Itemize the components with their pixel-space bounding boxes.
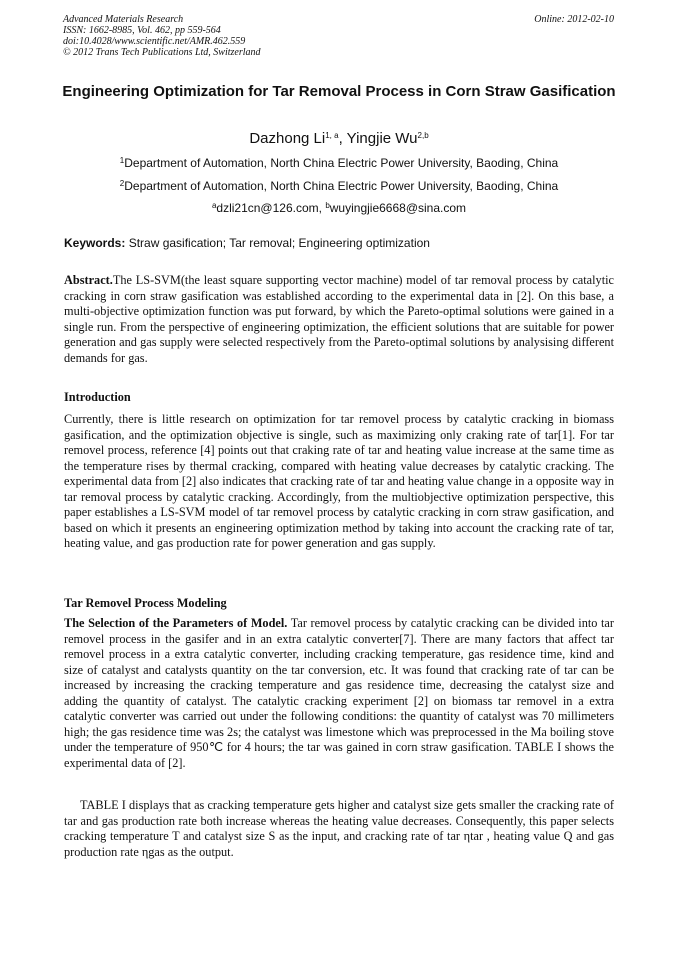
affiliation-1-sup: 1 (119, 156, 125, 165)
introduction-heading: Introduction (64, 390, 131, 404)
affiliation-1-text: Department of Automation, North China Electric Power University, Baoding, China (124, 156, 559, 170)
email-b[interactable]: wuyingjie6668@sina.com (329, 201, 467, 215)
email-line (0, 201, 678, 216)
affiliation-2-sup: 2 (119, 179, 125, 188)
modeling-subheading: The Selection of the Parameters of Model. (64, 616, 288, 630)
email-a[interactable]: dzli21cn@126.com, (216, 201, 326, 215)
affiliation-2-text: Department of Automation, North China Electric Power University, Baoding, China (124, 179, 559, 193)
abstract-text: The LS-SVM(the least square supporting vector machine) model of tar removal process by catalytic cracking in corn straw gasification was established according to the experimental data in [2]. On this base, a multi-objective optimization function was put forward, by which the Pareto-optimal solutions were gained in a single run. From the perspective of engineering optimization, the efficient solutions that are suitable for power generation and gas supply were selected respectively from the Pareto-optimal solutions by analysising different demands for gas. (64, 273, 614, 365)
abstract-label: Abstract. (64, 273, 113, 287)
affiliation-1 (0, 156, 678, 171)
journal-doi: doi:10.4028/www.scientific.net/AMR.462.559 (63, 36, 246, 47)
journal-issn: ISSN: 1662-8985, Vol. 462, pp 559-564 (63, 25, 221, 36)
keywords-label: Keywords: (64, 236, 126, 250)
modeling-paragraph-1-text: Tar removel process by catalytic cracking can be divided into tar removel process in the gasifer and in an extra catalytic converter[7]. There are many factors that affect tar removel process in a extra catalytic converter, including cracking temperature, gas residence time, kind and size of catalyst and catalysts quantity on the tar conversion, etc. It was found that cracking rate of tar can be increased by increasing the cracking temperature and gas residence time, decreasing the catalyst size and adding the quantity of catalyst. The catalytic cracking experiment [2] on biomass tar removel in a extra catalytic converter was carried out under the following conditions: the quantity of catalyst was 70 millimeters high; the gas residence time was 2s; the catalyst was limestone which was preprocessed in the Ma boiling stove under the temperature of 950℃ for 4 hours; the tar was gained in corn straw gasification. TABLE I shows the experimental data of [2]. (64, 616, 614, 770)
journal-copyright: © 2012 Trans Tech Publications Ltd, Switzerland (63, 47, 261, 58)
author-2-affil: 2,b (417, 131, 429, 140)
paper-title: Engineering Optimization for Tar Removal Process in Corn Straw Gasification (62, 83, 616, 100)
keywords-text: Straw gasification; Tar removal; Engineering optimization (125, 236, 430, 250)
journal-name: Advanced Materials Research (63, 14, 184, 25)
email-a-sup: a (211, 201, 217, 210)
keywords-line (64, 236, 430, 251)
introduction-paragraph: Currently, there is little research on optimization for tar removel process by catalytic cracking in biomass gasification, and the optimization objective is single, such as maximizing only craking rate of tar[1]. For tar removel process, reference [4] points out that craking rate of tar and heating value increase at the same time as the temperature rises by thermal cracking, compared with heating value decreases by catalytic cracking. The experimental data from [2] also indicates that cracking rate of tar and heating value change in a opposite way in tar removal process by catalytic cracking. Accordingly, from the multiobjective optimization perspective, this paper establishes a LS-SVM model of tar removel process by catalytic cracking in corn straw gasification, and based on which it presents an engineering optimization method by taking into account the cracking rate of tar, heating value, and gas production rate for power generation and gas supply. (64, 412, 614, 550)
modeling-paragraph-2: TABLE I displays that as cracking temperature gets higher and catalyst size gets smaller the cracking rate of tar and gas production rate both increase whereas the heating value decreases. Consequently, this paper selects cracking temperature T and catalyst size S as the input, and cracking rate of tar ηtar , heating value Q and gas production rate ηgas as the output. (64, 798, 614, 859)
affiliation-2 (0, 179, 678, 194)
journal-header (63, 14, 261, 58)
abstract-paragraph (64, 273, 614, 366)
email-b-sup: b (325, 201, 330, 210)
author-1-affil: 1, a (325, 131, 339, 140)
online-date: Online: 2012-02-10 (534, 14, 614, 25)
author-separator: , (338, 130, 347, 147)
author-line (0, 129, 678, 149)
author-2: Yingjie Wu (346, 130, 418, 147)
author-1: Dazhong Li (249, 130, 326, 147)
modeling-paragraph-1 (64, 616, 614, 771)
modeling-heading: Tar Removel Process Modeling (64, 596, 227, 610)
